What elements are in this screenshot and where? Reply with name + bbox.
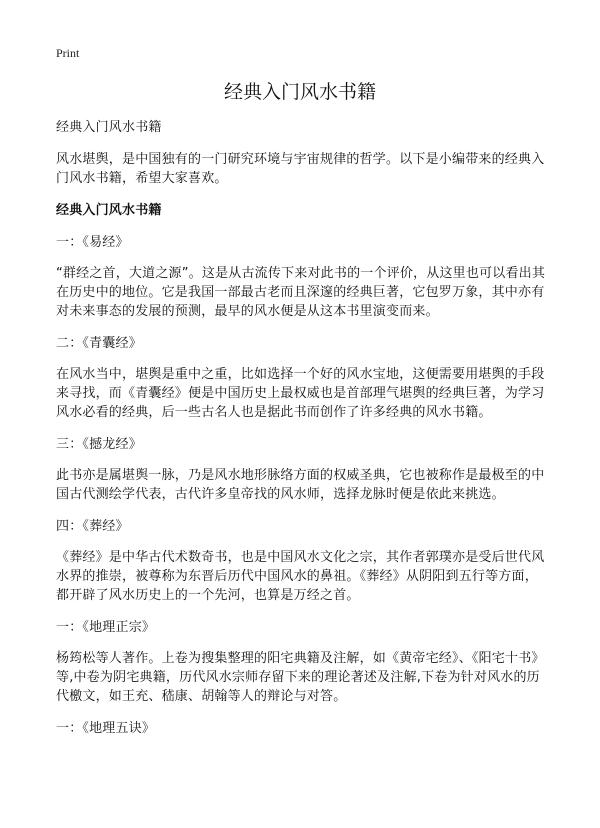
section-heading: 一：《地理五诀》 bbox=[56, 721, 156, 736]
section-heading: 四：《葬经》 bbox=[56, 519, 129, 534]
paragraph: 在风水当中，堪舆是重中之重，比如选择一个好的风水宝地，这便需要用堪舆的手段来寻找，而《青囊经》便是中国历史上最权威也是首部理气堪舆的经典巨著，为学习风水必看的经典，后一些古名人也是据此书而创作了许多经典的风水书籍。 bbox=[56, 367, 545, 420]
paragraph: “群经之首，大道之源”。这是从古流传下来对此书的一个评价，从这里也可以看出其在历史中的地位。它是我国一部最古老而且深邃的经典巨著，它包罗万象，其中亦有对未来事态的发展的预测，最早的风水便是从这本书里演变而来。 bbox=[56, 266, 546, 319]
paragraph: 杨筠松等人著作。上卷为搜集整理的阳宅典籍及注解，如《黄帝宅经》、《阳宅十书》等,中卷为阴宅典籍，历代风水宗师存留下来的理论著述及注解,下卷为针对风水的历代檄文，如王充、嵇康、胡翰等人的辩论与对答。 bbox=[56, 651, 545, 704]
section-heading: 一：《易经》 bbox=[56, 235, 129, 250]
section-heading: 一：《地理正宗》 bbox=[56, 620, 156, 635]
subheading: 经典入门风水书籍 bbox=[56, 203, 162, 218]
article-body bbox=[56, 118, 548, 750]
section-heading: 三：《撼龙经》 bbox=[56, 437, 142, 452]
paragraph: 《葬经》是中华古代术数奇书，也是中国风水文化之宗，其作者郭璞亦是受后世代风水界的推崇，被尊称为东晋后历代中国风水的鼻祖。《葬经》从阴阳到五行等方面，都开辟了风水历史上的一个先河，也算是万经之首。 bbox=[56, 550, 545, 603]
paragraph: 此书亦是属堪舆一脉，乃是风水地形脉络方面的权威圣典，它也被称作是最极至的中国古代测绘学代表，古代许多皇帝找的风水师，选择龙脉时便是依此来挑选。 bbox=[56, 468, 545, 502]
section-heading: 二：《青囊经》 bbox=[56, 336, 142, 351]
paragraph: 风水堪舆，是中国独有的一门研究环境与宇宙规律的哲学。以下是小编带来的经典入门风水书籍，希望大家喜欢。 bbox=[56, 152, 545, 186]
paragraph: 经典入门风水书籍 bbox=[56, 120, 162, 135]
page-title: 经典入门风水书籍 bbox=[223, 81, 376, 103]
print-link[interactable]: Print bbox=[56, 46, 80, 60]
